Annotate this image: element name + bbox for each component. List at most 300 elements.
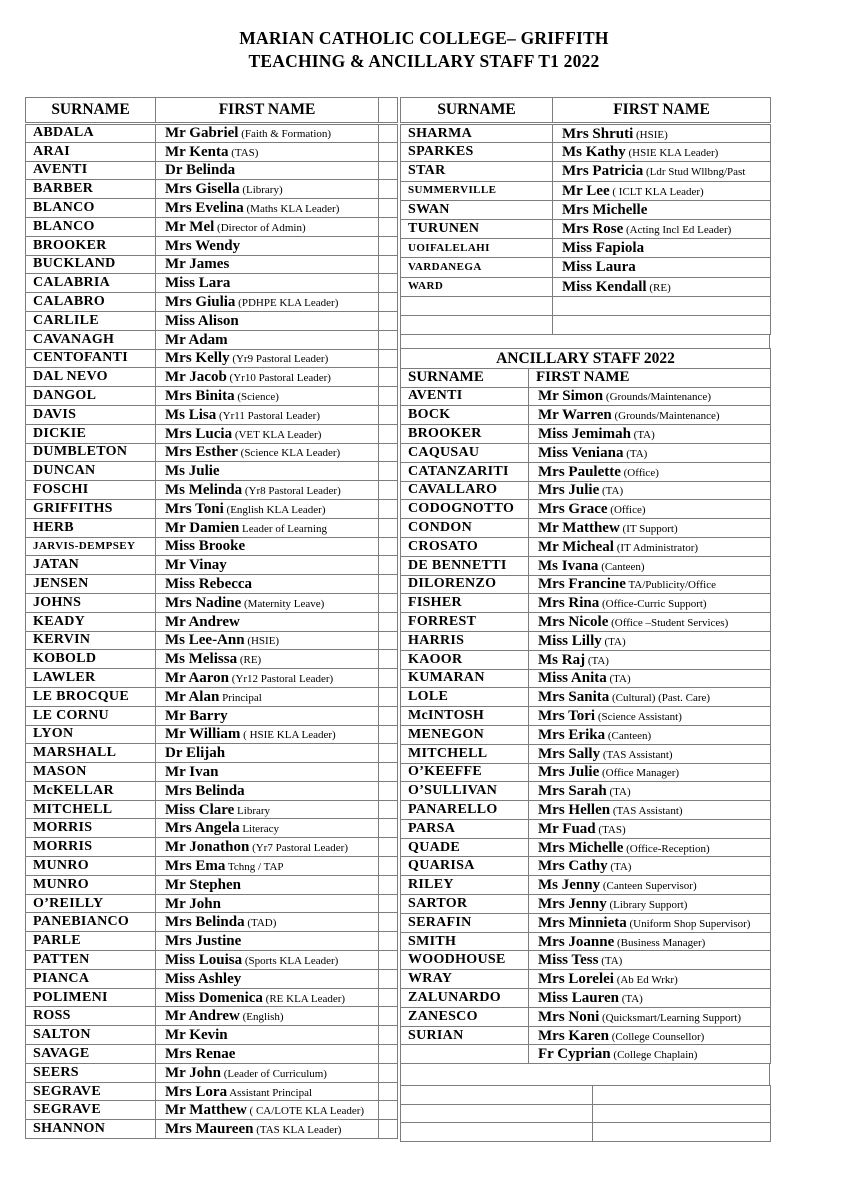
firstname-cell [529,537,771,556]
firstname-cell [529,556,771,575]
role-label: (IT Support) [619,523,678,536]
spacer-cell [379,124,398,143]
table-row [26,781,398,800]
first-name: Mr Andrew [165,1008,240,1025]
spacer-cell [379,800,398,819]
first-name: Mr Jonathon [165,839,250,856]
table-row [401,481,771,500]
surname-cell: BUCKLAND [26,255,156,274]
table-row [26,744,398,763]
spacer-cell [379,575,398,594]
role-label: Leader of Learning [239,522,327,535]
spacer-cell [379,857,398,876]
first-name: Mr William [165,726,241,743]
firstname-cell [156,1120,379,1139]
firstname-cell [529,763,771,782]
spacer-cell [379,1082,398,1101]
empty-cell [553,315,771,334]
firstname-cell [553,239,771,258]
first-name: Mrs Justine [165,933,242,950]
table-row [26,349,398,368]
spacer-cell [379,349,398,368]
surname-cell: BARBER [26,180,156,199]
table-row [401,443,771,462]
surname-cell: SWAN [401,200,553,219]
spacer-cell [379,1120,398,1139]
surname-cell: JOHNS [26,593,156,612]
spacer-cell [379,424,398,443]
spacer-cell [379,462,398,481]
table-row [26,293,398,312]
firstname-cell [529,782,771,801]
surname-cell: CAVANAGH [26,330,156,349]
spacer-cell [379,612,398,631]
teaching-staff-table-right [400,97,771,335]
role-label: (TA) [598,955,623,968]
firstname-cell [156,650,379,669]
firstname-cell [156,142,379,161]
role-label: (Leader of Curriculum) [220,1067,327,1080]
firstname-cell [529,989,771,1008]
empty-cell [401,315,553,334]
firstname-cell [156,819,379,838]
surname-cell: HERB [26,518,156,537]
first-name: Ms Raj [538,651,586,668]
table-row [26,161,398,180]
first-name: Mrs Jenny [538,895,607,912]
role-label: (College Chaplain) [610,1049,698,1062]
spacer-cell [379,725,398,744]
firstname-cell [156,1026,379,1045]
firstname-cell [156,255,379,274]
table-row [401,162,771,181]
spacer-cell [379,274,398,293]
firstname-cell [529,932,771,951]
firstname-cell [529,500,771,519]
firstname-cell [529,913,771,932]
surname-cell: SAVAGE [26,1045,156,1064]
first-name: Mrs Minnieta [538,914,627,931]
role-label: (Maternity Leave) [241,597,325,610]
table-row [26,405,398,424]
role-label: Tchng / TAP [225,860,284,873]
table-row [26,537,398,556]
first-name: Mr Adam [165,331,228,348]
first-name: Miss Anita [538,670,607,687]
spacer-cell [379,293,398,312]
first-name: Mrs Binita [165,388,235,405]
role-label: (TA) [606,673,631,686]
spacer-cell [379,951,398,970]
first-name: Mr Warren [538,407,612,424]
surname-cell: SUMMERVILLE [401,181,553,200]
spacer-cell [379,481,398,500]
teaching-staff-table-left [25,97,397,1139]
role-label: (Office) [607,504,646,517]
first-name: Ms Lisa [165,406,217,423]
firstname-cell [529,1026,771,1045]
role-label: (Yr10 Pastoral Leader) [226,372,331,385]
first-name: Mrs Esther [165,444,238,461]
surname-cell: PANEBIANCO [26,913,156,932]
firstname-cell [156,462,379,481]
table-row [26,725,398,744]
first-name: Mrs Lucia [165,425,233,442]
role-label: (Office-Reception) [623,842,710,855]
first-name: Mr Damien [165,519,240,536]
first-name: Mr Ivan [165,763,219,780]
surname-cell: AVENTI [26,161,156,180]
spacer-cell [379,330,398,349]
surname-cell: AVENTI [401,387,529,406]
role-label: (TAS Assistant) [600,748,673,761]
surname-cell: SHARMA [401,124,553,143]
surname-cell: SHANNON [26,1120,156,1139]
table-row [26,650,398,669]
surname-cell: RILEY [401,876,529,895]
first-name: Mrs Shruti [562,125,634,142]
empty-row [401,296,771,315]
surname-cell: UOIFALELAHI [401,239,553,258]
role-label: (TA) [601,635,626,648]
table-row [26,1082,398,1101]
first-name: Miss Laura [562,259,636,276]
surname-cell: FORREST [401,613,529,632]
first-name: Mr Kenta [165,143,229,160]
firstname-cell [156,518,379,537]
staff-tables [25,97,848,1142]
empty-full-width-row [400,334,770,349]
empty-bottom-table [400,1085,771,1142]
surname-cell: BROOKER [26,236,156,255]
first-name: Dr Belinda [165,162,236,179]
surname-cell: QUARISA [401,857,529,876]
first-name: Miss Lauren [538,989,619,1006]
role-label: (Yr9 Pastoral Leader) [229,353,329,366]
first-name: Mr Aaron [165,670,230,686]
firstname-cell [156,913,379,932]
role-label: (TA) [599,485,624,498]
right-firstname-header: FIRST NAME [553,98,771,124]
table-row [401,876,771,895]
surname-cell: DUNCAN [26,462,156,481]
first-name: Mrs Wendy [165,237,241,254]
empty-row [401,315,771,334]
firstname-cell [156,199,379,218]
table-row [26,763,398,782]
firstname-cell [529,688,771,707]
table-row [26,951,398,970]
table-row [401,594,771,613]
first-name: Mrs Belinda [165,914,245,931]
first-name: Mrs Renae [165,1045,236,1062]
table-row [26,857,398,876]
role-label: (TA) [623,447,648,460]
role-label: (Quicksmart/Learning Support) [599,1011,741,1024]
surname-cell: SARTOR [401,895,529,914]
role-label: (Yr11 Pastoral Leader) [216,409,321,422]
left-surname-header: SURNAME [26,98,156,124]
firstname-cell [156,387,379,406]
role-label: (Science KLA Leader) [237,447,341,460]
role-label: (Yr12 Pastoral Leader) [229,673,334,685]
firstname-cell [529,801,771,820]
first-name: Dr Elijah [165,745,226,762]
firstname-cell [529,650,771,669]
role-label: (Ldr Stud Wllbng/Past [643,166,746,179]
table-row [401,913,771,932]
role-label: (Office –Student Services) [608,617,729,630]
spacer-cell [379,199,398,218]
role-label: (HSIE) [244,635,280,648]
firstname-cell [156,593,379,612]
spacer-column [379,98,398,124]
surname-cell: O’REILLY [26,894,156,913]
spacer-cell [379,706,398,725]
table-row [401,239,771,258]
role-label: (PDHPE KLA Leader) [235,297,339,310]
first-name: Mrs Michelle [538,839,624,856]
firstname-cell [156,443,379,462]
surname-cell: SEGRAVE [26,1101,156,1120]
firstname-cell [156,744,379,763]
role-label: (Canteen Supervisor) [600,880,697,893]
table-row [401,219,771,238]
right-header-row [401,98,771,124]
firstname-cell [156,537,379,556]
first-name: Fr Cyprian [538,1046,611,1063]
firstname-cell [529,631,771,650]
role-label: (TAS) [228,146,259,159]
table-row [26,180,398,199]
first-name: Mrs Kelly [165,350,230,367]
surname-cell: KEADY [26,612,156,631]
surname-cell: SALTON [26,1026,156,1045]
firstname-cell [156,687,379,706]
table-row [401,631,771,650]
page-title-line2: TEACHING & ANCILLARY STAFF T1 2022 [248,51,600,71]
role-label: (HSIE) [633,128,668,141]
table-row [26,387,398,406]
table-row [26,274,398,293]
page-title-line1: MARIAN CATHOLIC COLLEGE– GRIFFITH [239,28,609,48]
surname-cell: ZALUNARDO [401,989,529,1008]
table-row [26,1026,398,1045]
surname-cell: McINTOSH [401,707,529,726]
table-row [26,894,398,913]
first-name: Mr Matthew [538,520,620,537]
spacer-cell [379,387,398,406]
role-label: (Office) [620,466,659,479]
first-name: Miss Brooke [165,538,246,555]
surname-cell: PIANCA [26,969,156,988]
table-row [401,462,771,481]
firstname-cell [156,725,379,744]
role-label: (Canteen) [605,729,652,742]
right-column [400,97,770,1142]
surname-cell: KUMARAN [401,669,529,688]
role-label: (Library) [239,184,283,197]
first-name: Mrs Lorelei [538,971,614,988]
spacer-cell [379,913,398,932]
table-row [26,1101,398,1120]
table-row [26,499,398,518]
surname-cell: DAL NEVO [26,368,156,387]
first-name: Mr Jacob [165,369,227,386]
role-label: (Cultural) (Past. Care) [609,692,711,705]
role-label: (TAS Assistant) [610,804,683,817]
firstname-cell [553,181,771,200]
ancillary-title: ANCILLARY STAFF 2022 [401,349,771,369]
firstname-cell [156,857,379,876]
spacer-cell [379,142,398,161]
table-row [26,575,398,594]
table-row [401,1045,771,1064]
surname-cell: O’SULLIVAN [401,782,529,801]
surname-cell: PARLE [26,932,156,951]
table-row [26,687,398,706]
role-label: ( CA/LOTE KLA Leader) [246,1105,365,1118]
surname-cell: WOODHOUSE [401,951,529,970]
page-title [0,0,848,73]
role-label: (VET KLA Leader) [232,428,322,441]
first-name: Miss Lara [165,275,231,292]
first-name: Ms Lee-Ann [165,632,245,649]
spacer-cell [379,988,398,1007]
firstname-cell [156,481,379,500]
spacer-cell [379,781,398,800]
spacer-cell [379,631,398,650]
first-name: Mr Fuad [538,820,596,837]
first-name: Mr Lee [562,182,610,199]
first-name: Mrs Francine [538,576,626,593]
first-name: Mrs Nicole [538,614,609,631]
role-label: (College Counsellor) [608,1030,705,1043]
first-name: Miss Rebecca [165,576,253,593]
role-label: Literacy [239,823,279,836]
surname-cell: SEGRAVE [26,1082,156,1101]
table-row [26,1063,398,1082]
firstname-cell [156,556,379,575]
role-label: (IT Administrator) [613,541,699,554]
firstname-cell [156,894,379,913]
role-label: (Director of Admin) [214,221,306,234]
spacer-cell [379,161,398,180]
first-name: Miss Alison [165,312,239,329]
table-row [26,706,398,725]
spacer-cell [379,744,398,763]
table-row [26,330,398,349]
firstname-cell [156,124,379,143]
spacer-cell [379,650,398,669]
surname-cell: HARRIS [401,631,529,650]
table-row [401,782,771,801]
surname-cell: SEERS [26,1063,156,1082]
role-label: (RE) [646,281,671,294]
firstname-cell [553,200,771,219]
surname-cell: KERVIN [26,631,156,650]
surname-cell [401,1045,529,1064]
table-row [401,143,771,162]
empty-cell [553,296,771,315]
table-row [26,236,398,255]
table-row [26,142,398,161]
first-name: Mrs Ema [165,857,226,874]
firstname-cell [553,124,771,143]
surname-cell: DILORENZO [401,575,529,594]
firstname-cell [156,1101,379,1120]
surname-cell: CALABRIA [26,274,156,293]
table-row [401,406,771,425]
first-name: Mr Gabriel [165,125,239,142]
table-row [26,838,398,857]
role-label: (Business Manager) [614,936,706,949]
firstname-cell [156,311,379,330]
table-row [401,650,771,669]
spacer-cell [379,1045,398,1064]
firstname-cell [156,1082,379,1101]
first-name: Mrs Erika [538,726,606,743]
empty-cell [401,1123,593,1142]
first-name: Miss Jemimah [538,426,631,443]
ancillary-staff-table [400,348,771,1064]
empty-cell [401,1086,593,1105]
first-name: Mr John [165,895,221,912]
empty-cell [593,1104,771,1123]
first-name: Miss Kendall [562,278,647,295]
surname-cell: MUNRO [26,875,156,894]
first-name: Mrs Patricia [562,163,644,180]
surname-cell: CARLILE [26,311,156,330]
table-row [401,181,771,200]
table-row [401,1026,771,1045]
empty-cell [593,1123,771,1142]
firstname-cell [156,424,379,443]
table-row [401,124,771,143]
table-row [401,519,771,538]
firstname-cell [156,161,379,180]
table-row [401,819,771,838]
table-row [26,556,398,575]
first-name: Miss Tess [538,952,599,969]
table-row [401,763,771,782]
spacer-cell [379,969,398,988]
firstname-cell [156,499,379,518]
role-label: (Office-Curric Support) [599,598,707,611]
empty-row [401,1086,771,1105]
firstname-cell [156,781,379,800]
first-name: Miss Clare [165,801,235,818]
empty-row [401,1104,771,1123]
first-name: Mrs Angela [165,820,240,837]
first-name: Mrs Noni [538,1008,600,1025]
first-name: Mr Simon [538,388,604,405]
table-row [26,124,398,143]
first-name: Mr Andrew [165,613,240,630]
spacer-cell [379,763,398,782]
first-name: Mrs Nadine [165,594,242,611]
firstname-cell [529,895,771,914]
spacer-cell [379,180,398,199]
firstname-cell [529,425,771,444]
table-row [401,200,771,219]
spacer-cell [379,443,398,462]
table-row [401,970,771,989]
surname-cell: DUMBLETON [26,443,156,462]
table-row [26,1007,398,1026]
role-label: (Faith & Formation) [238,128,332,141]
surname-cell: PANARELLO [401,801,529,820]
